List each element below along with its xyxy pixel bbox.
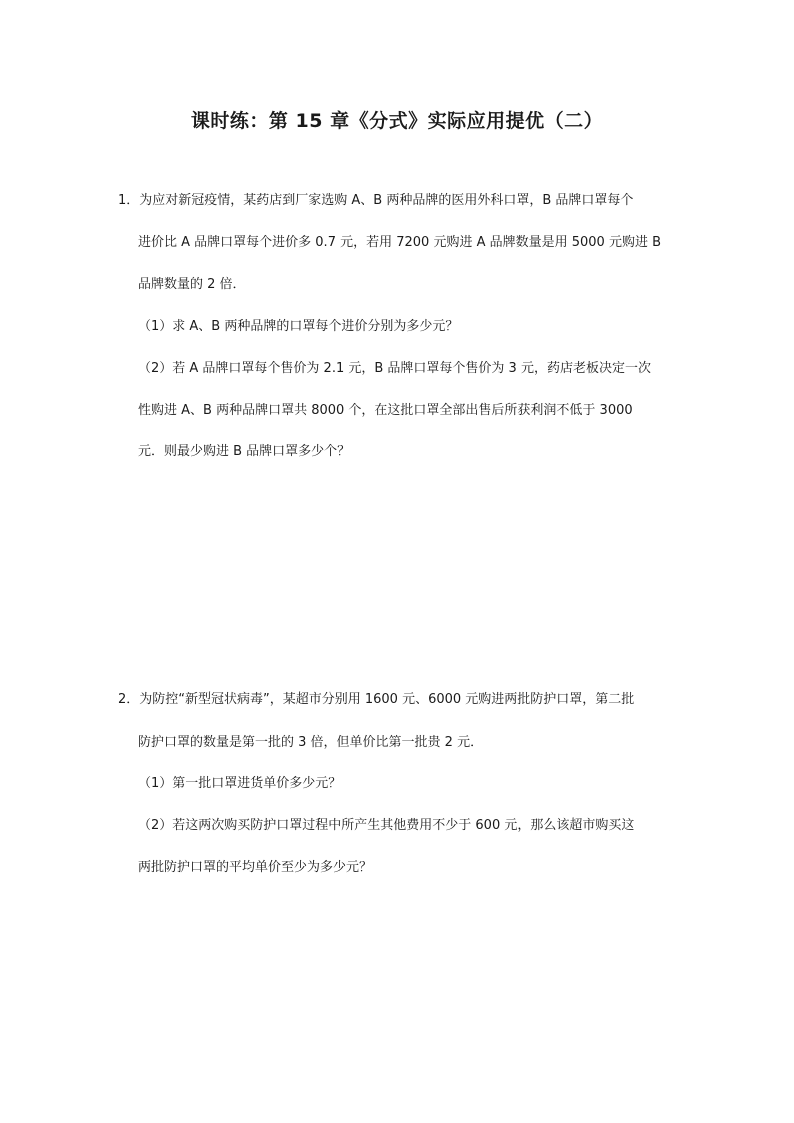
q1-part-2-line-1: （2）若 A 品牌口罩每个售价为 2.1 元，B 品牌口罩每个售价为 3 元，药店老板决定一次 xyxy=(138,361,651,376)
q1-part-1: （1）求 A、B 两种品牌的口罩每个进价分别为多少元？ xyxy=(138,319,459,334)
q1-part-2-line-3: 元．则最少购进 B 品牌口罩多少个？ xyxy=(138,444,351,459)
q2-line-1: 2．为防控“新型冠状病毒”，某超市分别用 1600 元、6000 元购进两批防护口罩，第二批 xyxy=(118,692,635,707)
q1-line-1: 1．为应对新冠疫情，某药店到厂家选购 A、B 两种品牌的医用外科口罩，B 品牌口罩每个 xyxy=(118,193,634,208)
q1-part-2-line-2: 性购进 A、B 两种品牌口罩共 8000 个，在这批口罩全部出售后所获利润不低于 3000 xyxy=(138,403,633,418)
q2-line-2: 防护口罩的数量是第一批的 3 倍，但单价比第一批贵 2 元． xyxy=(138,735,484,750)
q2-part-1: （1）第一批口罩进货单价多少元？ xyxy=(138,776,342,791)
page-title: 课时练：第 15 章《分式》实际应用提优（二） xyxy=(190,110,604,132)
q2-part-2-line-2: 两批防护口罩的平均单价至少为多少元？ xyxy=(138,860,373,875)
q1-line-2: 进价比 A 品牌口罩每个进价多 0.7 元，若用 7200 元购进 A 品牌数量是用 5000 元购进 B xyxy=(138,235,662,250)
q1-line-3: 品牌数量的 2 倍． xyxy=(138,277,246,292)
q2-part-2-line-1: （2）若这两次购买防护口罩过程中所产生其他费用不少于 600 元，那么该超市购买这 xyxy=(138,818,635,833)
